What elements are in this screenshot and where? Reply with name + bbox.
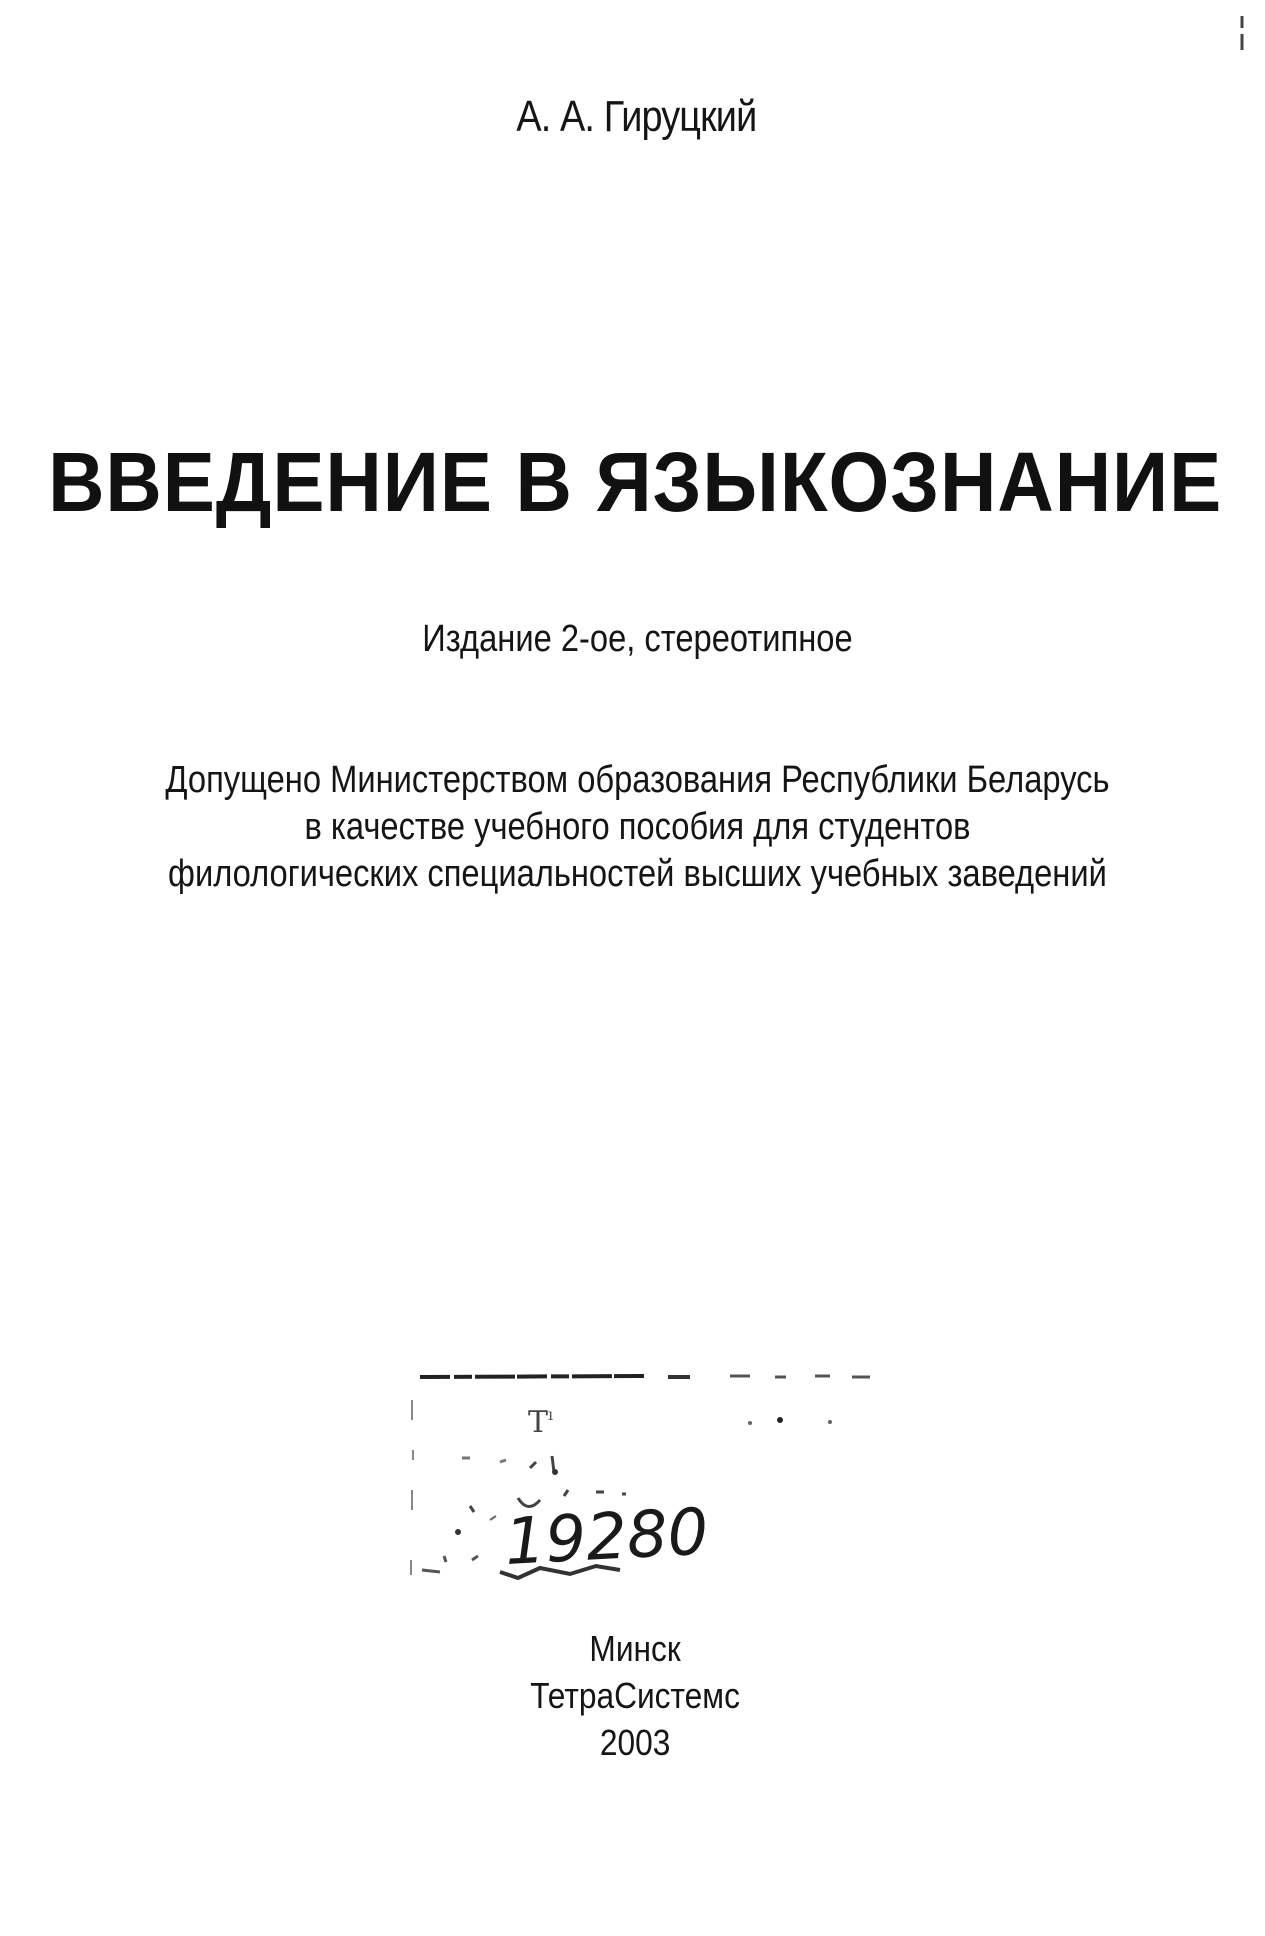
- inventory-number: 19280: [502, 1495, 711, 1580]
- approval-line-3: филологических специальностей высших учебных заведений: [168, 853, 1107, 895]
- book-title: ВВЕДЕНИЕ В ЯЗЫКОЗНАНИЕ: [48, 435, 1223, 529]
- approval-statement: [94, 757, 1182, 898]
- scan-edge-mark: [1238, 14, 1246, 54]
- author-name: А. А. Гируцкий: [516, 92, 757, 141]
- publication-year: 2003: [599, 1722, 671, 1763]
- library-stamp: [400, 1360, 960, 1610]
- approval-line-2: в качестве учебного пособия для студентов: [304, 806, 971, 848]
- publisher-block: [78, 1625, 1191, 1766]
- publisher-city: Минск: [589, 1628, 681, 1669]
- approval-line-1: Допущено Министерством образования Республики Беларусь: [165, 759, 1110, 801]
- svg-text:ı: ı: [548, 1405, 554, 1424]
- library-stamp-image: [400, 1360, 960, 1610]
- publisher-name: ТетраСистемс: [530, 1675, 740, 1716]
- svg-text:T: T: [528, 1405, 549, 1440]
- edition-note: Издание 2-ое, стереотипное: [422, 618, 853, 660]
